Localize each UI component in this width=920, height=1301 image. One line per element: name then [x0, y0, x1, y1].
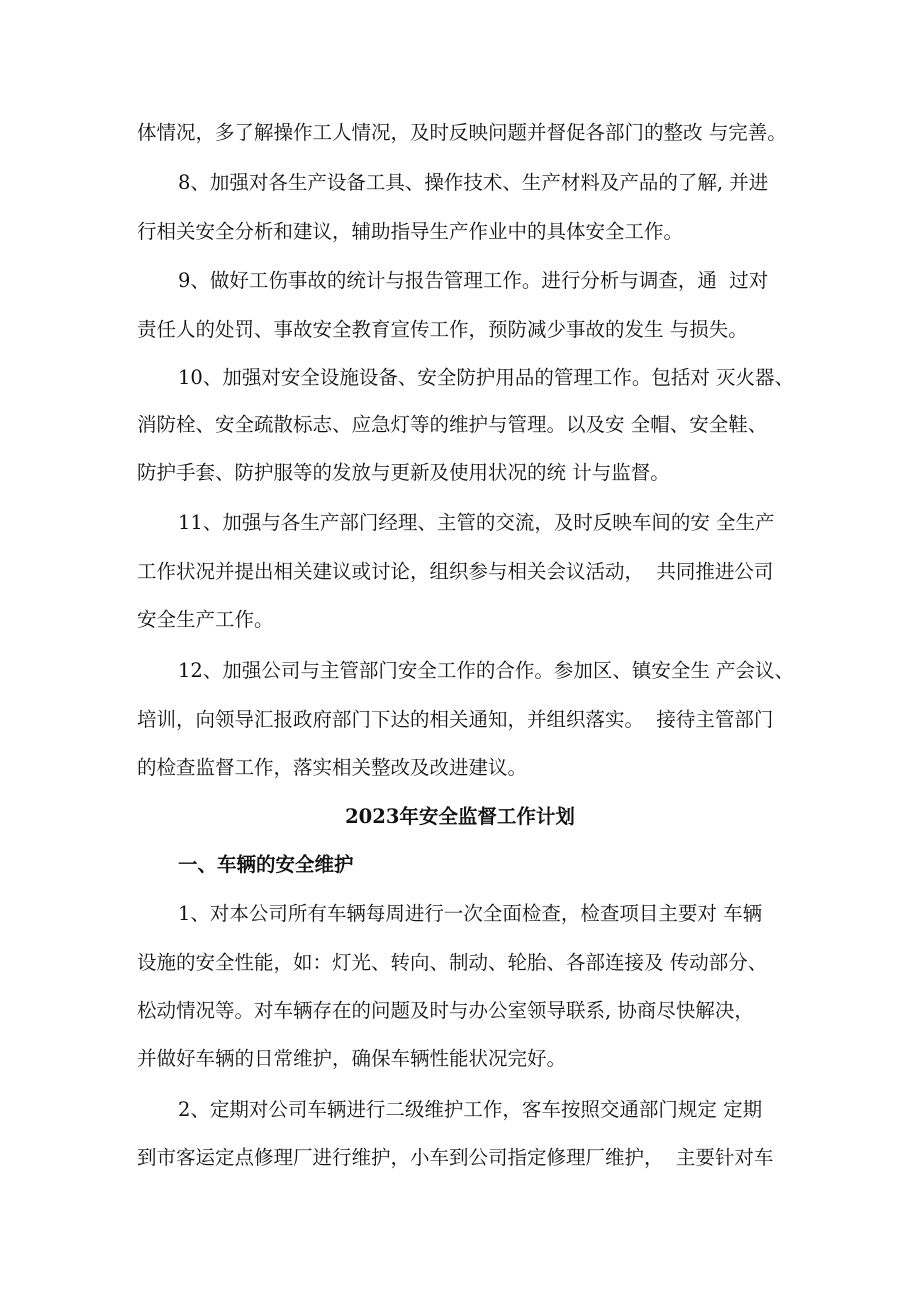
paragraph-line: 9、做好工伤事故的统计与报告管理工作。进行分析与调查，通 过对 — [178, 269, 769, 292]
plan-title: 2023年安全监督工作计划 — [345, 805, 575, 828]
paragraph-line: 培训，向领导汇报政府部门下达的相关通知，并组织落实。 接待主管部门 — [137, 708, 774, 731]
paragraph-line: 工作状况并提出相关建议或讨论，组织参与相关会议活动， 共同推进公司 — [137, 560, 774, 583]
paragraph-line: 1、对本公司所有车辆每周进行一次全面检查，检查项目主要对 车辆 — [178, 902, 763, 925]
paragraph-line: 的检查监督工作，落实相关整改及改进建议。 — [137, 756, 528, 779]
paragraph-line: 体情况，多了解操作工人情况，及时反映问题并督促各部门的整改 与完善。 — [137, 121, 787, 144]
paragraph-line: 10、加强对安全设施设备、安全防护用品的管理工作。包括对 灭火器、 — [178, 366, 795, 389]
paragraph-line: 消防栓、安全疏散标志、应急灯等的维护与管理。以及安 全帽、安全鞋、 — [137, 413, 768, 436]
paragraph-line: 并做好车辆的日常维护，确保车辆性能状况完好。 — [137, 1047, 567, 1070]
paragraph-line: 安全生产工作。 — [137, 608, 274, 631]
paragraph-line: 松动情况等。对车辆存在的问题及时与办公室领导联系, 协商尽快解决， — [137, 999, 754, 1022]
paragraph-line: 2、定期对公司车辆进行二级维护工作，客车按照交通部门规定 定期 — [178, 1098, 763, 1121]
paragraph-line: 行相关安全分析和建议，辅助指导生产作业中的具体安全工作。 — [137, 220, 684, 243]
paragraph-line: 责任人的处罚、事故安全教育宣传工作，预防减少事故的发生 与损失。 — [137, 318, 748, 341]
paragraph-line: 到市客运定点修理厂进行维护，小车到公司指定修理厂维护， 主要针对车 — [137, 1146, 774, 1169]
paragraph-line: 防护手套、防护服等的发放与更新及使用状况的统 计与监督。 — [137, 461, 670, 484]
paragraph-line: 8、加强对各生产设备工具、操作技术、生产材料及产品的了解, 并进 — [178, 171, 769, 194]
paragraph-line: 12、加强公司与主管部门安全工作的合作。参加区、镇安全生 产会议、 — [178, 659, 795, 682]
paragraph-line: 设施的安全性能，如：灯光、转向、制动、轮胎、各部连接及 传动部分、 — [137, 951, 768, 974]
section-heading: 一、车辆的安全维护 — [178, 853, 354, 876]
paragraph-line: 11、加强与各生产部门经理、主管的交流，及时反映车间的安 全生产 — [178, 511, 775, 534]
